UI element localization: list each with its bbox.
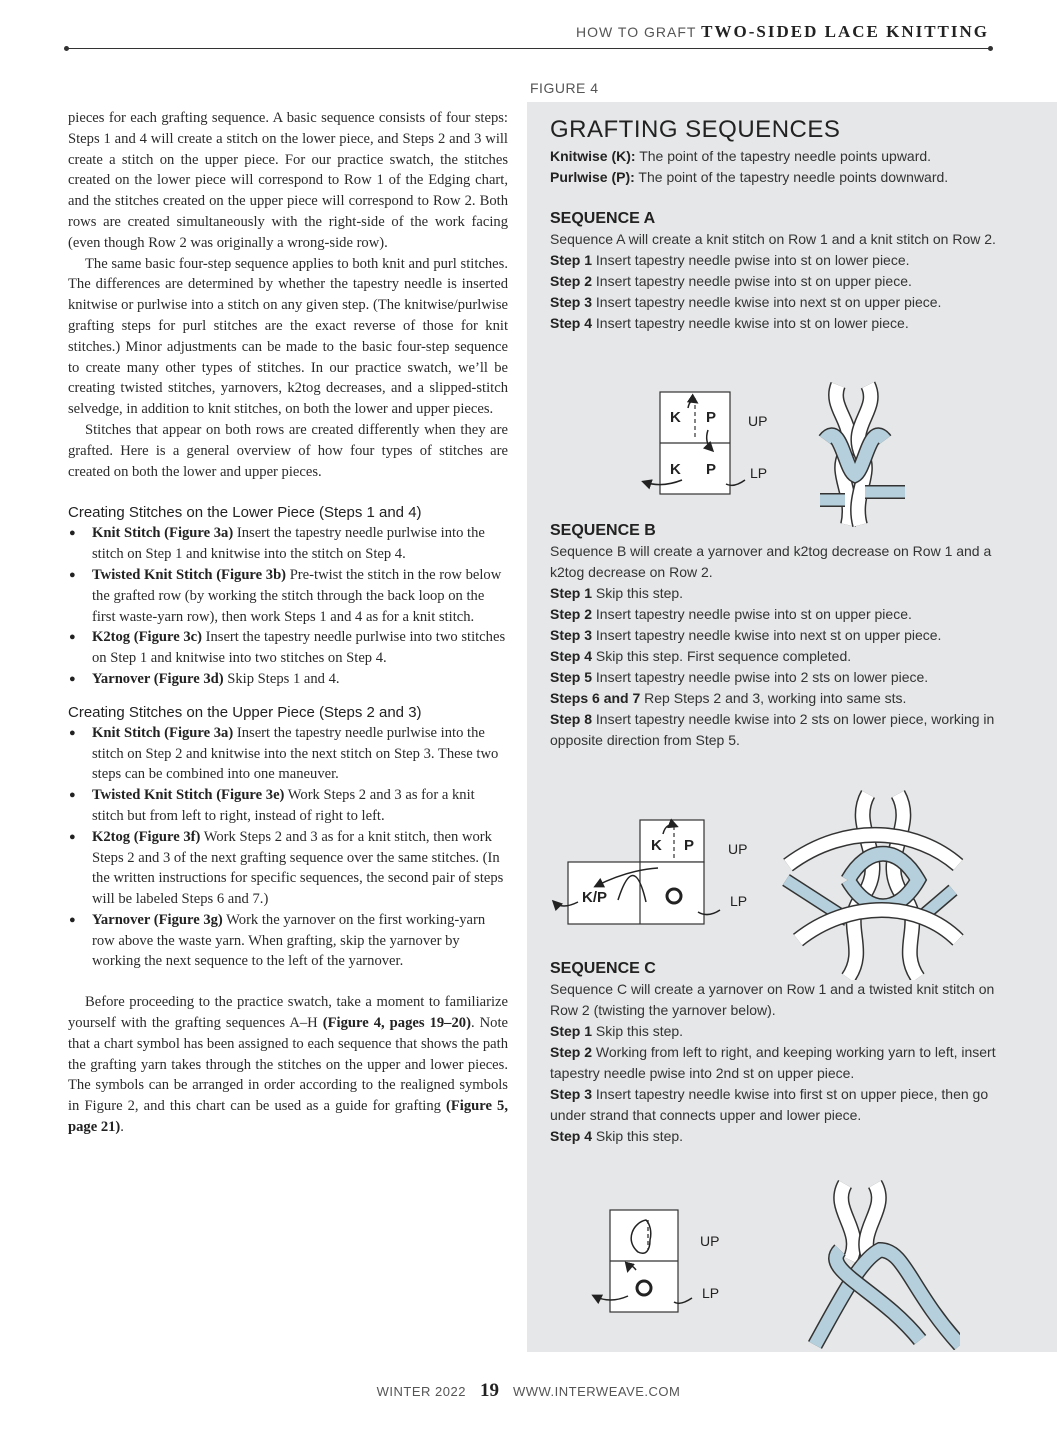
step: Step 1 Skip this step. [550, 585, 684, 601]
lp-label: LP [750, 465, 768, 481]
step: Step 1 Insert tapestry needle pwise into st on lower piece. [550, 252, 910, 268]
sequence-b-title: SEQUENCE B [550, 522, 656, 539]
sequence-c-intro: Sequence C will create a yarnover on Row 1 and a twisted knit stitch on Row 2 (twisting the yarnover below). [550, 981, 995, 1018]
sequence-b-diagram [548, 790, 968, 980]
p-label: P [706, 409, 717, 426]
step: Step 3 Insert tapestry needle kwise into next st on upper piece. [550, 627, 942, 643]
step: Step 1 Skip this step. [550, 1023, 684, 1039]
sequence-a-title: SEQUENCE A [550, 210, 656, 227]
subheading-lower-piece: Creating Stitches on the Lower Piece (Steps 1 and 4) [68, 504, 422, 522]
purlwise-definition: Purlwise (P): The point of the tapestry needle points downward. [550, 169, 949, 185]
step: Steps 6 and 7 Rep Steps 2 and 3, working into same sts. [550, 690, 907, 706]
step: Step 5 Insert tapestry needle pwise into 2 sts on lower piece. [550, 669, 929, 685]
sequence-c-diagram [580, 1180, 960, 1350]
footer-url: WWW.INTERWEAVE.COM [512, 1384, 681, 1399]
lower-piece-list [68, 523, 508, 689]
lp-label: LP [702, 1285, 720, 1301]
step: Step 2 Insert tapestry needle pwise into st on upper piece. [550, 606, 912, 622]
list-item: ● Yarnover (Figure 3d) Skip Steps 1 and 4. [68, 669, 508, 690]
sequence-a-diagram [630, 380, 940, 530]
step: Step 4 Skip this step. First sequence completed. [550, 648, 852, 664]
figure-title: GRAFTING SEQUENCES [550, 116, 841, 143]
step: Step 2 Insert tapestry needle pwise into st on upper piece. [550, 273, 912, 289]
paragraph: Before proceeding to the practice swatch, take a moment to familiarize yourself with the grafting sequences A–H (Figure 4, pages 19–20). Note that a chart symbol has been assigned to each sequence that shows the path the grafting yarn takes through the stitches on the upper and lower pieces. The symbols can be arranged in order according to the realigned symbols in Figure 2, and this chart can be used as a guide for grafting (Figure 5, page 21). [68, 994, 508, 1136]
sequence-c-title: SEQUENCE C [550, 960, 656, 977]
step: Step 3 Insert tapestry needle kwise into next st on upper piece. [550, 294, 942, 310]
k-label: K [651, 837, 662, 854]
figure-label: FIGURE 4 [530, 80, 599, 96]
list-item: ● Yarnover (Figure 3g) Work the yarnover on the first working-yarn row above the waste yarn. When grafting, skip the yarnover by working the next sequence to the left of the yarnover. [68, 910, 508, 972]
rule-dot-right [988, 46, 993, 51]
sequence-a-symbol [644, 392, 767, 494]
running-header [576, 22, 989, 42]
list-item: ● Knit Stitch (Figure 3a) Insert the tapestry needle purlwise into the stitch on Step 1 and knitwise into the stitch on Step 4. [68, 523, 508, 565]
header-title: TWO-SIDED LACE KNITTING [701, 22, 989, 41]
p-label: P [706, 461, 717, 478]
paragraph: pieces for each grafting sequence. A basic sequence consists of four steps: Steps 1 and 4 will create a stitch on the lower piece, and Steps 2 and 3 will create a stitch on the upper piece. For our practice swatch, the stitches created on the lower piece will correspond to Row 1 of the Edging chart, and the stitches created on the upper piece will correspond to Row 2. Both rows are created simultaneously with the right-side of the work facing (even though Row 2 was originally a wrong-side row). [68, 110, 508, 251]
step: Step 4 Insert tapestry needle kwise into st on lower piece. [550, 315, 909, 331]
step: Step 4 Skip this step. [550, 1128, 684, 1144]
k-label: K [670, 409, 681, 426]
step: Step 8 Insert tapestry needle kwise into 2 sts on lower piece, working in opposite direction from Step 5. [550, 711, 995, 748]
list-item: ● K2tog (Figure 3c) Insert the tapestry needle purlwise into two stitches on Step 1 and knitwise into two stitches on Step 4. [68, 627, 508, 669]
subheading-upper-piece: Creating Stitches on the Upper Piece (Steps 2 and 3) [68, 703, 422, 721]
up-label: UP [728, 841, 748, 857]
page-footer [0, 1380, 1057, 1402]
figure-content [550, 112, 1010, 1147]
upper-piece-list [68, 723, 508, 973]
sequence-a-intro: Sequence A will create a knit stitch on Row 1 and a knit stitch on Row 2. [550, 231, 996, 247]
up-label: UP [748, 413, 768, 429]
page-number: 19 [479, 1380, 499, 1401]
list-item: ● Twisted Knit Stitch (Figure 3e) Work Steps 2 and 3 as for a knit stitch but from left to right, instead of right to left. [68, 785, 508, 827]
paragraph: Stitches that appear on both rows are created differently when they are grafted. Here is a general overview of how four types of stitches are created on both the lower and upper pieces. [68, 421, 508, 480]
list-item: ● K2tog (Figure 3f) Work Steps 2 and 3 as for a knit stitch, then work Steps 2 and 3 of the next grafting sequence over the same stitches. (In the written instructions for specific sequences, the second pair of steps will be labeled Steps 6 and 7.) [68, 827, 508, 910]
lp-label: LP [730, 893, 748, 909]
paragraph: The same basic four-step sequence applies to both knit and purl stitches. The differences are determined by whether the tapestry needle is inserted knitwise or purlwise into a stitch on any given step. (The knitwise/purlwise grafting steps for purl stitches are the exact reverse of those for knit stitches.) Minor adjustments can be made to the basic four-step sequence to create many other types of stitches. In our practice swatch, we’ll be creating twisted stitches, yarnovers, k2tog decreases, and a slipped-stitch selvedge, in addition to knit stitches, on both the lower and upper pieces. [68, 255, 508, 418]
sequence-b-intro: Sequence B will create a yarnover and k2tog decrease on Row 1 and a k2tog decrease on Row 2. [550, 543, 992, 580]
header-rule [66, 48, 990, 49]
sequence-b-symbol [554, 820, 747, 924]
p-label: P [684, 837, 695, 854]
body-text-column [68, 108, 508, 1138]
k-label: K [670, 461, 681, 478]
header-prefix: HOW TO GRAFT [576, 24, 697, 40]
sequence-c-yarn-illustration [815, 1184, 960, 1345]
sequence-b-yarn-illustration [786, 794, 958, 978]
knitwise-definition: Knitwise (K): The point of the tapestry needle points upward. [550, 148, 932, 164]
step: Step 3 Insert tapestry needle kwise into first st on upper piece, then go under strand that connects upper and lower piece. [550, 1086, 989, 1123]
list-item: ● Twisted Knit Stitch (Figure 3b) Pre-twist the stitch in the row below the grafted row (by working the stitch through the back loop on the first waste-yarn row), then work Steps 1 and 4 as for a knit stitch. [68, 565, 508, 627]
sequence-a-yarn-illustration [820, 385, 905, 525]
step: Step 2 Working from left to right, and keeping working yarn to left, insert tapestry needle pwise into 2nd st on upper piece. [550, 1044, 996, 1081]
list-item: ● Knit Stitch (Figure 3a) Insert the tapestry needle purlwise into the stitch on Step 2 and knitwise into the next stitch on Step 3. These two steps can be combined into one maneuver. [68, 723, 508, 785]
footer-season: WINTER 2022 [376, 1384, 466, 1399]
sequence-c-symbol [594, 1210, 719, 1312]
up-label: UP [700, 1233, 720, 1249]
k2tog-label: K/P [582, 889, 608, 906]
